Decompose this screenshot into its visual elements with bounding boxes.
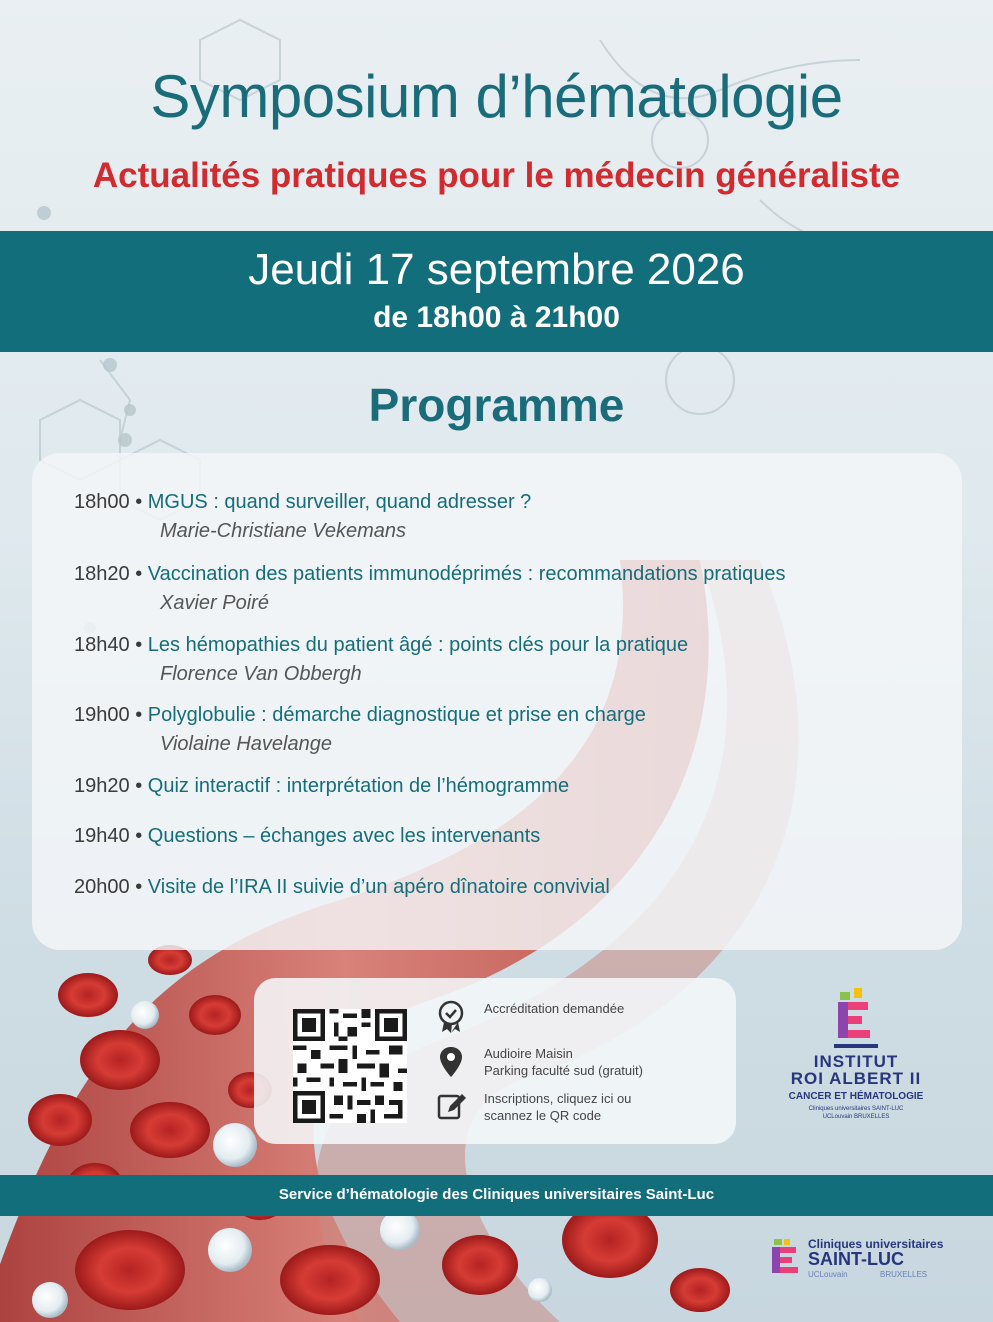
programme-heading: Programme (368, 379, 625, 431)
item-separator: • (135, 825, 143, 847)
symposium-title: Symposium d’hématologie (150, 63, 843, 130)
ira-line5: UCLouvain BRUXELLES (822, 1114, 890, 1120)
item-title: Quiz interactif : interprétation de l’hémogramme (147, 775, 570, 797)
date-band (0, 231, 993, 352)
location-line2: Parking faculté sud (gratuit) (484, 1063, 643, 1078)
item-title: Questions – échanges avec les intervenants (147, 825, 541, 847)
item-separator: • (135, 491, 143, 513)
registration-line2: scannez le QR code (484, 1108, 602, 1123)
accreditation-row (436, 1000, 624, 1034)
item-time: 18h40 (74, 634, 130, 656)
footer-band (0, 1175, 993, 1216)
item-title: Vaccination des patients immunodéprimés : recommandations pratiques (147, 563, 786, 585)
saint-luc-mark-icon (770, 1239, 802, 1279)
item-separator: • (135, 634, 143, 656)
programme-item (74, 876, 610, 899)
item-title: MGUS : quand surveiller, quand adresser ? (147, 491, 532, 513)
event-time: de 18h00 à 21h00 (373, 301, 620, 334)
item-separator: • (135, 704, 143, 726)
footer-text: Service d’hématologie des Cliniques universitaires Saint-Luc (278, 1186, 715, 1203)
item-separator: • (135, 563, 143, 585)
ira-line4: Cliniques universitaires SAINT-LUC (808, 1106, 904, 1112)
item-separator: • (135, 876, 143, 898)
item-time: 19h20 (74, 775, 130, 797)
programme-item (74, 704, 646, 756)
saint-luc-line3: UCLouvain (808, 1270, 848, 1279)
location-line1: Audioire Maisin (484, 1046, 573, 1061)
ira-line1: INSTITUT (813, 1052, 899, 1071)
programme-item (74, 825, 540, 848)
item-time: 18h00 (74, 491, 130, 513)
item-speaker: Xavier Poiré (160, 592, 269, 614)
programme-card (32, 453, 962, 950)
ira-line3: CANCER ET HÉMATOLOGIE (788, 1091, 924, 1102)
location-row (436, 1045, 643, 1079)
ira-line2: ROI ALBERT II (790, 1069, 922, 1088)
award-icon (436, 1000, 466, 1034)
accreditation-text: Accréditation demandée (484, 1001, 625, 1016)
programme-item (74, 775, 569, 798)
registration-text[interactable] (484, 1090, 631, 1124)
item-time: 18h20 (74, 563, 130, 585)
event-date: Jeudi 17 septembre 2026 (248, 245, 745, 294)
item-speaker: Marie-Christiane Vekemans (160, 520, 407, 542)
item-title: Les hémopathies du patient âgé : points clés pour la pratique (147, 634, 689, 656)
item-speaker: Violaine Havelange (160, 733, 332, 755)
programme-item (74, 563, 786, 615)
location-text (484, 1045, 643, 1079)
registration-row[interactable] (436, 1090, 631, 1124)
registration-qr-code[interactable] (288, 1009, 412, 1123)
institut-roi-albert-logo (756, 988, 956, 1138)
programme-item (74, 634, 688, 686)
saint-luc-line4: BRUXELLES (880, 1270, 928, 1279)
item-time: 20h00 (74, 876, 130, 898)
programme-item (74, 491, 531, 543)
edit-icon (436, 1090, 466, 1124)
symposium-subtitle: Actualités pratiques pour le médecin généraliste (92, 156, 901, 195)
item-separator: • (135, 775, 143, 797)
item-speaker: Florence Van Obbergh (160, 663, 362, 685)
location-pin-icon (436, 1045, 466, 1079)
item-title: Polyglobulie : démarche diagnostique et prise en charge (147, 704, 646, 726)
item-time: 19h40 (74, 825, 130, 847)
ira-mark-icon (834, 988, 878, 1050)
saint-luc-logo (770, 1235, 950, 1285)
item-title: Visite de l’IRA II suivie d’un apéro dînatoire convivial (147, 876, 610, 898)
info-card (254, 978, 736, 1144)
registration-line1[interactable]: Inscriptions, cliquez ici ou (484, 1091, 632, 1106)
saint-luc-line2: SAINT-LUC (808, 1249, 904, 1269)
item-time: 19h00 (74, 704, 130, 726)
saint-luc-line1: Cliniques universitaires (808, 1237, 944, 1251)
